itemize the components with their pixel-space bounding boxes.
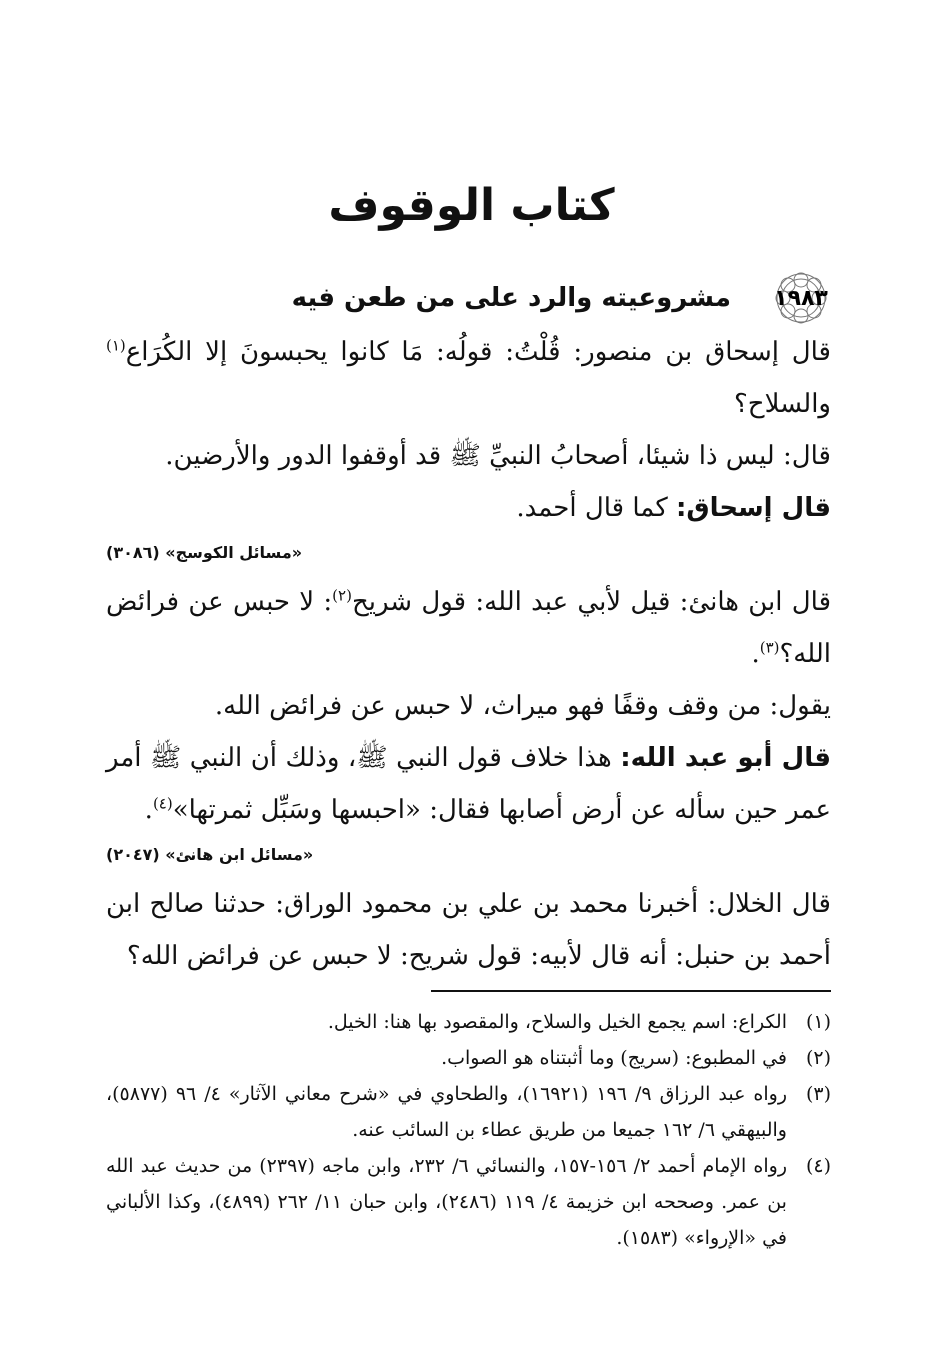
- footnote: [106, 1148, 831, 1256]
- footnote-divider: [431, 990, 831, 992]
- speaker-ishaq: قال إسحاق:: [675, 493, 831, 523]
- footnote: [106, 1004, 831, 1040]
- paragraph-2: قال: ليس ذا شيئا، أصحابُ النبيِّ ﷺ قد أوقفوا الدور والأرضين.: [165, 441, 831, 471]
- masala-badge: [771, 270, 831, 326]
- footnote-ref-3: (٣): [759, 638, 780, 657]
- footnote-number: (٣): [805, 1083, 831, 1105]
- footnote-text: رواه عبد الرزاق ٩/ ١٩٦ (١٦٩٢١)، والطحاوي في «شرح معاني الآثار» ٤/ ٩٦ (٥٨٧٧)، والبيهقي ٦/ ١٦٢ جميعا من طريق عطاء بن السائب عنه.: [106, 1083, 788, 1141]
- source-citation-2: «مسائل ابن هانئ» (٢٠٤٧): [106, 845, 314, 864]
- paragraph-4: [106, 576, 831, 680]
- main-text: [106, 326, 831, 982]
- paragraph-4-end: .: [751, 639, 760, 669]
- footnote-text: في المطبوع: (سريج) وما أثبتناه هو الصواب.: [441, 1047, 787, 1069]
- footnotes: [106, 1004, 831, 1256]
- footnote-ref-1: (١): [106, 336, 126, 355]
- paragraph-3: [106, 482, 831, 534]
- paragraph-4-text: قال ابن هانئ: قيل لأبي عبد الله: قول شريح: [351, 587, 831, 617]
- masala-header: [111, 270, 831, 326]
- paragraph-6-text: هذا خلاف قول النبي ﷺ، وذلك أن النبي ﷺ أمر عمر حين سأله عن أرض أصابها فقال: «احبسها وسَبِّل ثمرتها»: [106, 743, 831, 825]
- footnote-ref-4: (٤): [152, 794, 173, 813]
- paragraph-3-text: كما قال أحمد.: [516, 493, 668, 523]
- footnote-number: (١): [805, 1011, 831, 1033]
- paragraph-1-text-cont: والسلاح؟: [734, 389, 831, 419]
- masala-number: ١٩٨٣: [774, 285, 828, 311]
- paragraph-7: قال الخلال: أخبرنا محمد بن علي بن محمود الوراق: حدثنا صالح ابن أحمد بن حنبل: أنه قال لأبيه: قول شريح: لا حبس عن فرائض الله؟: [106, 889, 831, 971]
- footnote: [106, 1076, 831, 1148]
- paragraph-5: يقول: من وقف وقفًا فهو ميراث، لا حبس عن فرائض الله.: [214, 691, 831, 721]
- footnote-ref-2: (٢): [332, 586, 352, 605]
- paragraph-4-text-cont: : لا حبس عن فرائض الله؟: [106, 587, 831, 669]
- paragraph-6-end: .: [144, 795, 153, 825]
- source-citation-1: «مسائل الكوسج» (٣٠٨٦): [106, 543, 303, 562]
- masala-title: مشروعيته والرد على من طعن فيه: [291, 283, 731, 313]
- footnote-text: رواه الإمام أحمد ٢/ ١٥٦-١٥٧، والنسائي ٦/ ٢٣٢، وابن ماجه (٢٣٩٧) من حديث عبد الله بن عمر. وصححه ابن خزيمة ٤/ ١١٩ (٢٤٨٦)، وابن حبان ١١/ ٢٦٢ (٤٨٩٩)، وكذا الألباني في «الإرواء» (١٥٨٣).: [106, 1155, 787, 1249]
- footnote: [106, 1040, 831, 1076]
- footnote-number: (٤): [805, 1155, 831, 1177]
- speaker-abu-abdullah: قال أبو عبد الله:: [620, 743, 832, 773]
- paragraph-6: [106, 732, 831, 836]
- paragraph-1-text: قال إسحاق بن منصور: قُلْتُ: قولُه: مَا كانوا يحبسونَ إلا الكُرَاع: [125, 337, 831, 367]
- paragraph-1: [106, 326, 831, 430]
- footnote-number: (٢): [805, 1047, 831, 1069]
- footnote-text: الكراع: اسم يجمع الخيل والسلاح، والمقصود بها هنا: الخيل.: [327, 1011, 787, 1033]
- book-title: كتاب الوقوف: [328, 180, 615, 231]
